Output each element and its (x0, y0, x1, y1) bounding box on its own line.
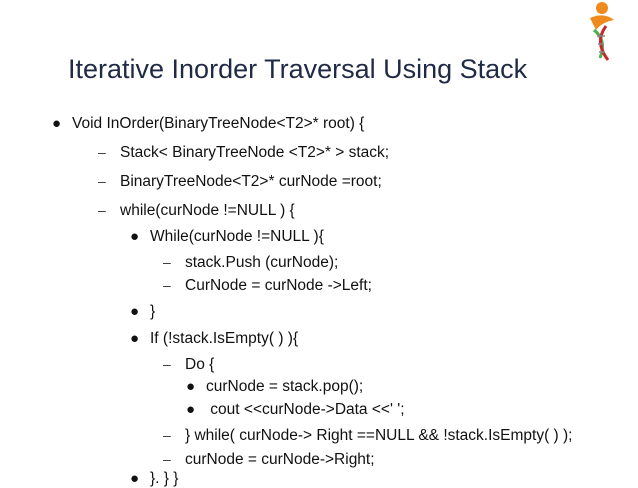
code-line (98, 201, 295, 220)
code-text: Stack< BinaryTreeNode <T2>* > stack; (120, 144, 390, 161)
code-line (52, 115, 364, 133)
code-text: If (!stack.IsEmpty( ) ){ (150, 330, 299, 347)
code-line (163, 426, 573, 445)
code-text: }. } } (150, 470, 179, 487)
code-line (163, 253, 338, 272)
dash-icon: – (98, 144, 106, 160)
code-line (163, 276, 372, 295)
bullet-icon: ● (130, 303, 140, 320)
code-text: Void InOrder(BinaryTreeNode<T2>* root) { (72, 115, 365, 132)
dash-icon: – (163, 451, 171, 467)
dash-icon: – (163, 254, 171, 270)
code-text: stack.Push (curNode); (185, 254, 339, 271)
code-line (163, 450, 375, 469)
code-text: while(curNode !=NULL ) { (120, 202, 295, 219)
code-text: } (150, 303, 156, 320)
bullet-icon: ● (186, 401, 196, 418)
dash-icon: – (163, 277, 171, 293)
code-text: CurNode = curNode ->Left; (185, 277, 372, 294)
code-text: BinaryTreeNode<T2>* curNode =root; (120, 173, 382, 190)
code-text: Do { (185, 356, 215, 373)
code-text: curNode = curNode->Right; (185, 451, 375, 468)
bullet-icon: ● (130, 330, 140, 347)
code-text: cout <<curNode->Data <<' '; (206, 401, 405, 418)
bullet-icon: ● (130, 470, 140, 487)
code-text: While(curNode !=NULL ){ (150, 228, 324, 245)
bullet-icon: ● (52, 115, 62, 132)
dash-icon: – (98, 202, 106, 218)
dash-icon: – (163, 356, 171, 372)
code-line (186, 378, 363, 396)
code-line (186, 401, 405, 419)
code-line (98, 143, 389, 162)
dash-icon: – (98, 173, 106, 189)
bullet-icon: ● (130, 228, 140, 245)
dash-icon: – (163, 427, 171, 443)
code-line (163, 355, 214, 374)
code-text: } while( curNode-> Right ==NULL && !stack.IsEmpty( ) ); (185, 427, 573, 444)
code-line (130, 330, 298, 348)
code-line (130, 303, 155, 321)
code-line (98, 172, 382, 191)
code-line (130, 228, 324, 246)
code-line (130, 470, 178, 488)
bullet-icon: ● (186, 378, 196, 395)
slide-title: Iterative Inorder Traversal Using Stack (68, 54, 528, 84)
code-text: curNode = stack.pop(); (206, 378, 364, 395)
logo-icon (572, 0, 638, 66)
